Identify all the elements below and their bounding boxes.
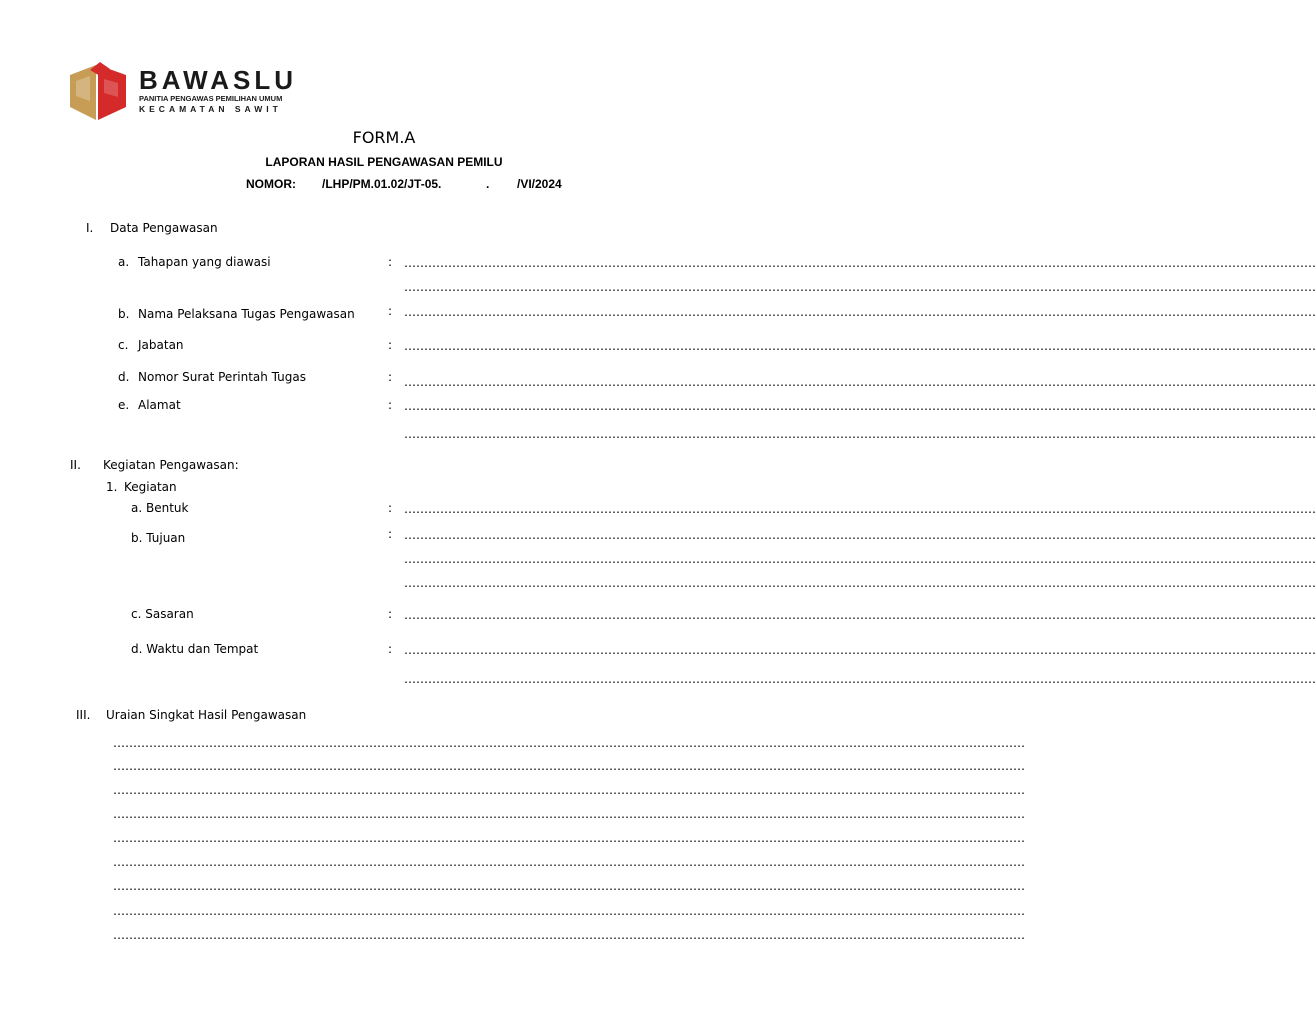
bawaslu-logo-icon <box>68 61 130 121</box>
fill-line[interactable]: ………………………………………………………………………………………………………………………………………………………………………………………………………… <box>404 643 1316 657</box>
uraian-fill-line[interactable]: ………………………………………………………………………………………………………………………………………………………………………………………………………… <box>113 759 1025 773</box>
fill-line[interactable]: ………………………………………………………………………………………………………………………………………………………………………………………………………… <box>404 375 1316 389</box>
sub-title-kegiatan: Kegiatan <box>124 480 177 494</box>
section-2-title: Kegiatan Pengawasan: <box>103 458 239 472</box>
item-label-tujuan: b. Tujuan <box>131 531 186 545</box>
section-1-numeral: I. <box>86 221 94 235</box>
colon: : <box>388 338 393 352</box>
report-title: LAPORAN HASIL PENGAWASAN PEMILU <box>265 155 503 169</box>
colon: : <box>388 607 393 621</box>
fill-line[interactable]: ………………………………………………………………………………………………………………………………………………………………………………………………………… <box>404 552 1316 566</box>
nomor-part-1: /LHP/PM.01.02/JT-05. <box>322 177 442 191</box>
fill-line[interactable]: ………………………………………………………………………………………………………………………………………………………………………………………………………… <box>404 502 1316 516</box>
sub-number: 1. <box>106 480 118 494</box>
nomor-part-3: /VI/2024 <box>517 177 562 191</box>
uraian-fill-line[interactable]: ………………………………………………………………………………………………………………………………………………………………………………………………………… <box>113 783 1025 797</box>
uraian-fill-line[interactable]: ………………………………………………………………………………………………………………………………………………………………………………………………………… <box>113 736 1025 750</box>
fill-line[interactable]: ………………………………………………………………………………………………………………………………………………………………………………………………………… <box>404 339 1316 353</box>
uraian-fill-line[interactable]: ………………………………………………………………………………………………………………………………………………………………………………………………………… <box>113 855 1025 869</box>
logo-subtitle-2: KECAMATAN SAWIT <box>139 104 282 114</box>
item-letter: c. <box>118 338 129 352</box>
fill-line[interactable]: ………………………………………………………………………………………………………………………………………………………………………………………………………… <box>404 256 1316 270</box>
item-letter: d. <box>118 370 130 384</box>
colon: : <box>388 304 393 318</box>
colon: : <box>388 398 393 412</box>
fill-line[interactable]: ………………………………………………………………………………………………………………………………………………………………………………………………………… <box>404 305 1316 319</box>
colon: : <box>388 255 393 269</box>
section-3-title: Uraian Singkat Hasil Pengawasan <box>106 708 307 722</box>
fill-line[interactable]: ………………………………………………………………………………………………………………………………………………………………………………………………………… <box>404 608 1316 622</box>
section-1-title: Data Pengawasan <box>110 221 218 235</box>
item-label-waktu-tempat: d. Waktu dan Tempat <box>131 642 259 656</box>
item-label-tahapan: Tahapan yang diawasi <box>138 255 271 269</box>
fill-line[interactable]: ………………………………………………………………………………………………………………………………………………………………………………………………………… <box>404 528 1316 542</box>
nomor-label: NOMOR: <box>246 177 296 191</box>
fill-line[interactable]: ………………………………………………………………………………………………………………………………………………………………………………………………………… <box>404 427 1316 441</box>
fill-line[interactable]: ………………………………………………………………………………………………………………………………………………………………………………………………………… <box>404 672 1316 686</box>
uraian-fill-line[interactable]: ………………………………………………………………………………………………………………………………………………………………………………………………………… <box>113 904 1025 918</box>
item-label-sasaran: c. Sasaran <box>131 607 194 621</box>
fill-line[interactable]: ………………………………………………………………………………………………………………………………………………………………………………………………………… <box>404 280 1316 294</box>
uraian-fill-line[interactable]: ………………………………………………………………………………………………………………………………………………………………………………………………………… <box>113 807 1025 821</box>
item-label-jabatan: Jabatan <box>138 338 184 352</box>
section-2-numeral: II. <box>70 458 81 472</box>
fill-line[interactable]: ………………………………………………………………………………………………………………………………………………………………………………………………………… <box>404 576 1316 590</box>
fill-line[interactable]: ………………………………………………………………………………………………………………………………………………………………………………………………………… <box>404 399 1316 413</box>
item-letter: b. <box>118 307 130 321</box>
logo-subtitle-1: PANITIA PENGAWAS PEMILIHAN UMUM <box>139 94 283 103</box>
item-label-nomor-surat: Nomor Surat Perintah Tugas <box>138 370 307 384</box>
item-letter: e. <box>118 398 130 412</box>
item-label-bentuk: a. Bentuk <box>131 501 189 515</box>
uraian-fill-line[interactable]: ………………………………………………………………………………………………………………………………………………………………………………………………………… <box>113 928 1025 942</box>
colon: : <box>388 370 393 384</box>
nomor-part-2: . <box>486 177 490 191</box>
logo-brand-text: BAWASLU <box>139 65 297 95</box>
item-label-alamat: Alamat <box>138 398 181 412</box>
uraian-fill-line[interactable]: ………………………………………………………………………………………………………………………………………………………………………………………………………… <box>113 879 1025 893</box>
section-3-numeral: III. <box>76 708 91 722</box>
form-title: FORM.A <box>352 128 416 147</box>
item-label-nama-pelaksana: Nama Pelaksana Tugas Pengawasan <box>138 307 355 321</box>
colon: : <box>388 527 393 541</box>
colon: : <box>388 501 393 515</box>
colon: : <box>388 642 393 656</box>
item-letter: a. <box>118 255 130 269</box>
uraian-fill-line[interactable]: ………………………………………………………………………………………………………………………………………………………………………………………………………… <box>113 831 1025 845</box>
